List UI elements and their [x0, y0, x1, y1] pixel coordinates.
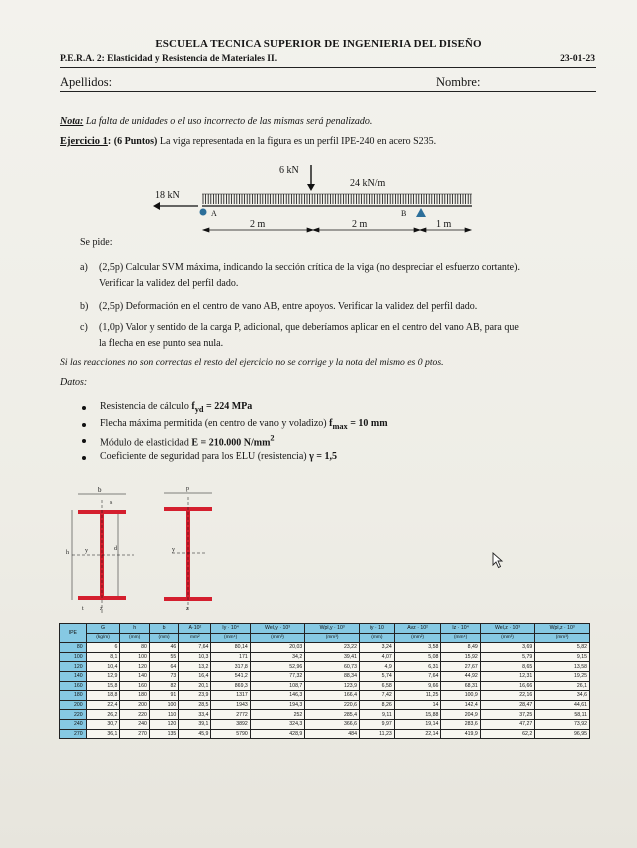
table-cell: 8,1: [86, 652, 120, 662]
question-c-line1: (1,0p) Valor y sentido de la carga P, adicional, que deberíamos aplicar en el centro del vano AB, para que: [99, 322, 519, 333]
question-c-line2: la flecha en ese punto sea nula.: [99, 337, 224, 349]
table-cell: 6: [86, 643, 120, 653]
table-unit-cell: (mm²): [394, 633, 441, 643]
table-row: [60, 691, 590, 701]
table-cell: 3,58: [394, 643, 441, 653]
table-header-cell: A·10²: [179, 624, 211, 634]
table-cell: 2772: [211, 710, 250, 720]
table-cell: 28,5: [179, 700, 211, 710]
nota-label: Nota:: [60, 116, 84, 127]
table-cell: 28,47: [480, 700, 535, 710]
point-load-label: 6 kN: [279, 165, 299, 176]
table-cell: 171: [211, 652, 250, 662]
table-cell: 142,4: [441, 700, 480, 710]
table-cell: 16,66: [480, 681, 535, 691]
table-cell: 10,4: [86, 662, 120, 672]
table-cell: 15,8: [86, 681, 120, 691]
point-load-arrow: [307, 165, 315, 191]
span-1-label: 2 m: [250, 219, 266, 230]
table-cell: 5,82: [535, 643, 590, 653]
dato-symbol: f: [329, 418, 333, 429]
profile-label-b: b: [98, 486, 102, 494]
question-a: [80, 260, 610, 292]
table-cell: 220,6: [305, 700, 360, 710]
table-cell: 252: [250, 710, 305, 720]
table-unit-cell: (mm): [359, 633, 394, 643]
table-cell: 55: [149, 652, 178, 662]
nombre-label: Nombre:: [436, 75, 481, 89]
table-cell: 324,3: [250, 719, 305, 729]
table-header-cell: Iz · 10⁴: [441, 624, 480, 634]
table-header-cell: iy · 10: [359, 624, 394, 634]
table-cell: 44,61: [535, 700, 590, 710]
table-unit-cell: (mm³): [535, 633, 590, 643]
question-b: [80, 299, 610, 315]
table-cell: 62,2: [480, 729, 535, 739]
table-cell: 541,2: [211, 671, 250, 681]
table-cell: 428,9: [250, 729, 305, 739]
school-name: ESCUELA TECNICA SUPERIOR DE INGENIERIA DEL DISEÑO: [155, 38, 482, 50]
question-a-line2: Verificar la validez del perfil dado.: [99, 277, 239, 289]
table-row: [60, 671, 590, 681]
table-cell: 23,9: [179, 691, 211, 701]
table-cell: 100,9: [441, 691, 480, 701]
table-cell: 82: [149, 681, 178, 691]
table-cell: 204,9: [441, 710, 480, 720]
table-cell: 20,1: [179, 681, 211, 691]
question-c-label: c): [80, 322, 88, 333]
table-cell: 13,2: [179, 662, 211, 672]
table-cell: 46: [149, 643, 178, 653]
table-cell: 10,3: [179, 652, 211, 662]
table-cell: 3892: [211, 719, 250, 729]
table-cell: 220: [120, 710, 149, 720]
table-cell: 22,4: [86, 700, 120, 710]
table-header-cell: Iy · 10⁴: [211, 624, 250, 634]
ejercicio-label: Ejercicio 1: [60, 136, 108, 147]
table-cell: 33,4: [179, 710, 211, 720]
table-cell: 194,3: [250, 700, 305, 710]
exam-date: 23-01-23: [560, 54, 595, 64]
table-cell: 45,9: [179, 729, 211, 739]
table-cell: 3,69: [480, 643, 535, 653]
ipe-properties-table: [59, 623, 590, 739]
dato-sub: yd: [194, 405, 204, 414]
table-cell: 1943: [211, 700, 250, 710]
table-ipe-cell: 100: [60, 652, 87, 662]
table-ipe-cell: 200: [60, 700, 87, 710]
table-cell: 6,58: [359, 681, 394, 691]
table-cell: 3,24: [359, 643, 394, 653]
question-b-label: b): [80, 301, 89, 312]
table-cell: 58,11: [535, 710, 590, 720]
table-cell: 7,64: [394, 671, 441, 681]
table-cell: 317,8: [211, 662, 250, 672]
table-cell: 140: [120, 671, 149, 681]
table-cell: 36,1: [86, 729, 120, 739]
table-unit-cell: (mm⁴): [211, 633, 250, 643]
dato-symbol: f: [191, 401, 195, 412]
table-cell: 88,34: [305, 671, 360, 681]
table-cell: 123,9: [305, 681, 360, 691]
table-cell: 180: [120, 691, 149, 701]
table-cell: 108,7: [250, 681, 305, 691]
table-cell: 110: [149, 710, 178, 720]
dato-sub: max: [332, 422, 348, 431]
table-cell: 12,31: [480, 671, 535, 681]
table-cell: 283,6: [441, 719, 480, 729]
question-a-label: a): [80, 262, 88, 273]
table-cell: 8,26: [359, 700, 394, 710]
table-header-cell: G: [86, 624, 120, 634]
table-row: [60, 643, 590, 653]
support-b-roller: [416, 208, 426, 217]
dato-text: Flecha máxima permitida (en centro de vano y voladizo): [100, 418, 330, 429]
table-cell: 37,25: [480, 710, 535, 720]
table-cell: 80,14: [211, 643, 250, 653]
question-b-line1: (2,5p) Deformación en el centro de vano AB, entre apoyos. Verificar la validez del perfil dado.: [99, 301, 478, 312]
table-cell: 9,11: [359, 710, 394, 720]
table-cell: 14: [394, 700, 441, 710]
bullet-icon: [82, 439, 86, 443]
table-cell: 270: [120, 729, 149, 739]
table-cell: 9,15: [535, 652, 590, 662]
axial-load-arrow: [153, 202, 198, 210]
table-header-row: [60, 624, 590, 634]
dato-value: = 210.000 N/mm: [198, 437, 271, 449]
table-cell: 120: [120, 662, 149, 672]
table-cell: 7,42: [359, 691, 394, 701]
table-ipe-cell: 240: [60, 719, 87, 729]
span-3-label: 1 m: [436, 219, 452, 230]
table-cell: 47,27: [480, 719, 535, 729]
apellidos-label: Apellidos:: [60, 75, 113, 89]
question-a-line1: (2,5p) Calcular SVM máxima, indicando la sección crítica de la viga (no despreciar el esfuerzo cortante).: [99, 262, 520, 273]
table-cell: 22,14: [394, 729, 441, 739]
table-row: [60, 700, 590, 710]
table-unit-cell: (mm): [149, 633, 178, 643]
dato-modulo: [82, 434, 602, 448]
table-ipe-cell: 160: [60, 681, 87, 691]
bullet-icon: [82, 406, 86, 410]
distributed-load-hatch: [202, 194, 472, 204]
table-cell: 6,31: [394, 662, 441, 672]
table-cell: 19,14: [394, 719, 441, 729]
table-row: [60, 662, 590, 672]
support-a-label: A: [211, 209, 217, 218]
table-cell: 5,74: [359, 671, 394, 681]
table-cell: 34,2: [250, 652, 305, 662]
table-row: [60, 729, 590, 739]
table-cell: 146,3: [250, 691, 305, 701]
table-header-cell: h: [120, 624, 149, 634]
table-unit-cell: mm²: [179, 633, 211, 643]
table-cell: 91: [149, 691, 178, 701]
question-c: [80, 320, 610, 352]
reactions-warning: Si las reacciones no son correctas el resto del ejercicio no se corrige y la nota del mismo es 0 ptos.: [60, 357, 444, 368]
table-ipe-cell: 180: [60, 691, 87, 701]
table-cell: 73: [149, 671, 178, 681]
profile-label-tw: s: [110, 500, 113, 506]
ejercicio-text: La viga representada en la figura es un perfil IPE-240 en acero S235.: [157, 136, 437, 147]
table-cell: 60,73: [305, 662, 360, 672]
table-cell: 285,4: [305, 710, 360, 720]
table-ipe-cell: 120: [60, 662, 87, 672]
table-header-cell: b: [149, 624, 178, 634]
table-unit-cell: (mm³): [250, 633, 305, 643]
table-cell: 4,9: [359, 662, 394, 672]
table-unit-cell: (mm³): [305, 633, 360, 643]
table-cell: 34,6: [535, 691, 590, 701]
table-cell: 16,4: [179, 671, 211, 681]
table-row: [60, 719, 590, 729]
profile2-label-z: z: [186, 606, 189, 612]
datos-label: Datos:: [60, 377, 88, 388]
table-cell: 366,6: [305, 719, 360, 729]
profile2-label-y: y: [172, 547, 175, 553]
dato-symbol: E: [191, 437, 199, 449]
table-cell: 100: [120, 652, 149, 662]
table-cell: 39,41: [305, 652, 360, 662]
subject-title: P.E.R.A. 2: Elasticidad y Resistencia de Materiales II.: [60, 54, 278, 64]
table-cell: 80: [120, 643, 149, 653]
table-cell: 44,92: [441, 671, 480, 681]
table-row: [60, 652, 590, 662]
table-cell: 11,25: [394, 691, 441, 701]
table-header-cell: Wel,y · 10³: [250, 624, 305, 634]
dato-value: = 1,5: [313, 451, 337, 462]
nota-text: La falta de unidades o el uso incorrecto de las mismas será penalizado.: [83, 116, 373, 127]
dato-value: = 10 mm: [347, 418, 388, 429]
table-cell: 22,16: [480, 691, 535, 701]
dato-coeficiente: [82, 451, 602, 465]
table-cell: 9,66: [394, 681, 441, 691]
table-cell: 15,92: [441, 652, 480, 662]
table-cell: 9,97: [359, 719, 394, 729]
table-cell: 20,03: [250, 643, 305, 653]
bullet-icon: [82, 423, 86, 427]
table-cell: 15,88: [394, 710, 441, 720]
bullet-icon: [82, 456, 86, 460]
table-cell: 5,08: [394, 652, 441, 662]
dato-symbol: γ: [309, 451, 314, 462]
table-header-cell: Wel,z · 10³: [480, 624, 535, 634]
table-unit-cell: (mm⁴): [441, 633, 480, 643]
profile-label-y: y: [85, 548, 88, 554]
table-cell: 77,32: [250, 671, 305, 681]
table-ipe-cell: 140: [60, 671, 87, 681]
dato-resistencia: [82, 401, 602, 415]
table-cell: 5,79: [480, 652, 535, 662]
table-cell: 12,9: [86, 671, 120, 681]
table-cell: 26,2: [86, 710, 120, 720]
support-a-pin: [200, 209, 207, 216]
dato-text: Coeficiente de seguridad para los ELU (resistencia): [100, 451, 310, 462]
mouse-cursor-icon: [492, 552, 506, 570]
dato-text: Módulo de elasticidad: [100, 437, 192, 449]
table-cell: 30,7: [86, 719, 120, 729]
table-cell: 73,92: [535, 719, 590, 729]
table-cell: 484: [305, 729, 360, 739]
table-row: [60, 710, 590, 720]
dato-value: = 224 MPa: [203, 401, 253, 412]
table-cell: 19,25: [535, 671, 590, 681]
axial-load-label: 18 kN: [155, 190, 180, 201]
table-cell: 200: [120, 700, 149, 710]
table-row: [60, 681, 590, 691]
dato-text: Resistencia de cálculo: [100, 401, 192, 412]
table-cell: 13,58: [535, 662, 590, 672]
dato-sup: 2: [270, 434, 275, 443]
table-cell: 240: [120, 719, 149, 729]
distributed-load-label: 24 kN/m: [350, 178, 386, 189]
table-header-cell: IPE: [60, 624, 87, 643]
table-cell: 135: [149, 729, 178, 739]
table-unit-cell: (kg/m): [86, 633, 120, 643]
profile-label-tf: t: [82, 606, 84, 612]
table-units-row: [60, 633, 590, 643]
table-cell: 26,1: [535, 681, 590, 691]
table-ipe-cell: 220: [60, 710, 87, 720]
table-cell: 27,67: [441, 662, 480, 672]
table-cell: 5790: [211, 729, 250, 739]
ipe-profile-detailed: [72, 494, 134, 614]
table-cell: 160: [120, 681, 149, 691]
table-header-cell: Wpl,y · 10³: [305, 624, 360, 634]
table-cell: 166,4: [305, 691, 360, 701]
table-ipe-cell: 80: [60, 643, 87, 653]
dimension-line: [203, 228, 471, 232]
table-cell: 8,49: [441, 643, 480, 653]
table-cell: 68,31: [441, 681, 480, 691]
table-cell: 18,8: [86, 691, 120, 701]
profile-label-h: h: [66, 550, 69, 556]
table-ipe-cell: 270: [60, 729, 87, 739]
table-cell: 64: [149, 662, 178, 672]
profile-label-p: p: [186, 486, 189, 492]
table-unit-cell: (mm³): [480, 633, 535, 643]
profile-label-z: z: [100, 606, 103, 612]
table-cell: 120: [149, 719, 178, 729]
table-cell: 869,3: [211, 681, 250, 691]
table-cell: 7,64: [179, 643, 211, 653]
span-2-label: 2 m: [352, 219, 368, 230]
table-cell: 96,95: [535, 729, 590, 739]
table-cell: 52,96: [250, 662, 305, 672]
profile-label-d: d: [114, 546, 117, 552]
support-b-label: B: [401, 209, 407, 218]
se-pide-label: Se pide:: [80, 237, 113, 248]
ejercicio-points: : (6 Puntos): [107, 136, 158, 147]
table-cell: 11,23: [359, 729, 394, 739]
table-unit-cell: (mm): [120, 633, 149, 643]
table-cell: 39,1: [179, 719, 211, 729]
table-cell: 1317: [211, 691, 250, 701]
dato-flecha: [82, 418, 602, 432]
table-header-cell: Avz · 10²: [394, 624, 441, 634]
table-cell: 419,9: [441, 729, 480, 739]
table-cell: 100: [149, 700, 178, 710]
table-cell: 23,22: [305, 643, 360, 653]
table-cell: 8,65: [480, 662, 535, 672]
table-cell: 4,07: [359, 652, 394, 662]
table-header-cell: Wpl,z · 10³: [535, 624, 590, 634]
